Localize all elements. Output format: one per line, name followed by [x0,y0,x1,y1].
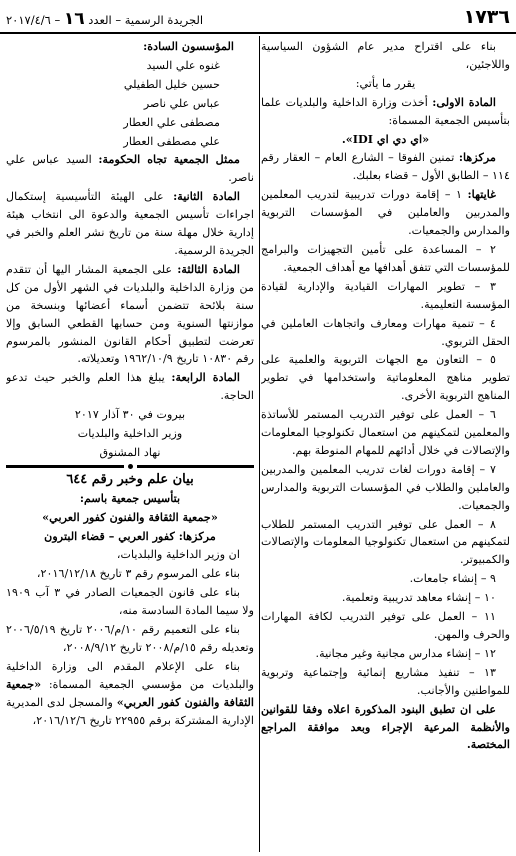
notice-association-name: «جمعية الثقافة والفنون كفور العربي» [42,509,218,524]
issue-number: ١٦ [63,9,85,29]
notice-subtitle: بتأسيس جمعية باسم: [79,490,181,505]
representative-label: ممثل الجمعية تجاه الحكومة: [98,152,240,167]
article-2-text: على الهيئة التأسيسية إستكمال اجراءات تأسيس الجمعية والدعوة الى انتخاب هيئة إدارية خلال مهلة سنة من تاريخ نشر العلم والخبر في الجريدة الرسمية. [6,190,254,257]
closing-clause: على ان تطبق البنود المذكورة اعلاه وفقا للقوانين والأنظمة المرعية الإجراء وبعد موافقة المراجع المختصة. [261,701,510,752]
signature-place-date: بيروت في ٣٠ آذار ٢٠١٧ [74,408,186,422]
notice-title: بيان علم وخبر رقم ٦٤٤ [66,471,194,487]
notice-basis-declaration [6,658,254,730]
goal-13: ١٣ – تنفيذ مشاريع إنمائية وإجتماعية وتربوية للمواطنين والأجانب. [261,665,510,697]
notice-headquarters: مركزها: كفور العربي – قضاء البترون [44,528,216,543]
notice-preamble: ان وزير الداخلية والبلديات، [116,548,240,562]
headquarters [261,149,510,185]
goal-1: ١ – إقامة دورات تدريبية لتدريب المعلمين والمدربين والعاملين في المؤسسات التربوية والمدارس والجمعيات. [261,188,510,238]
article-3 [6,261,254,368]
declaration-registration: والمسجل لدى المديرية الإدارية المشتركة برقم ٢٢٩٥٥ تاريخ ٢٠١٦/١٢/٦، [6,695,254,727]
headquarters-label: مركزها: [458,150,496,165]
founder: حسين خليل الطفيلي [123,77,220,91]
goals-label: غايتها: [467,187,496,202]
notice-basis-circular: بناء على التعميم رقم ١٠/م/٢٠٠٦ تاريخ ٢٠٠٦/٥/١٩ وتعديله رقم ١٥/م/٢٠٠٨ تاريخ ٢٠٠٨/٩/١٢، [6,623,254,654]
issue-date: – ٢٠١٧/٤/٦ [6,13,61,27]
article-1 [261,94,510,130]
goal-2: ٢ – المساعدة على تأمين التجهيزات والبرامج للمؤسسات التي تتفق أهدافها مع أهداف الجمعية. [261,242,510,274]
government-representative [6,151,254,187]
founders-list [6,57,254,151]
article-3-label: المادة الثالثة: [177,261,241,276]
article-2-label: المادة الثانية: [173,189,240,204]
article-4 [6,369,254,405]
section-divider [6,464,254,469]
notice-basis-decree: بناء على المرسوم رقم ٣ تاريخ ٢٠١٦/١٢/١٨، [36,567,240,581]
founders-title: المؤسسون السادة: [143,39,234,53]
founder: غنوه علي السيد [146,58,220,72]
association-name: «اي دي اي IDI». [341,131,430,146]
article-1-label: المادة الاولى: [432,94,496,109]
gazette-title [6,9,203,29]
goals [261,186,510,240]
representative-text: السيد عباس علي ناصر. [6,153,254,185]
notice-basis-law: بناء على قانون الجمعيات الصادر في ٣ آب ١٩٠٩ ولا سيما المادة السادسة منه، [6,586,254,618]
decides: يقرر ما يأتي: [355,76,416,90]
right-column [261,38,510,852]
article-3-text: على الجمعية المشار اليها أن تتقدم من وزارة الداخلية والبلديات في الشهر الأول من كل سنة بلائحة تتضمن أسماء أعضائها وبنسخة من موازنتها السنوية ومن حسابها القطعي السابق وإلا تعرضت لتطبيق أحكام القانون المنشور بالمرسوم رقم ١٠٨٣٠ تاريخ ١٩٦٢/١٠/٩ وتعديلاته. [6,262,254,366]
goal-9: ٩ – إنشاء جامعات. [409,572,496,586]
declaration-association-name: «جمعية الثقافة والفنون كفور العربي» [6,676,254,709]
headquarters-text: تمنين الفوقا – الشارع العام – العقار رقم ١١٤ – الطابق الأول – قضاء بعلبك. [261,151,510,183]
goal-8: ٨ – العمل على توفير التدريب المستمر للطلاب لتمكينهم من استعمال تكنولوجيا المعلومات والإتصالات والكمبيوتر. [261,517,510,567]
goal-4: ٤ – تنمية مهارات ومعارف واتجاهات العاملين في الحقل التربوي. [261,316,510,348]
founder: مصطفى علي العطار [123,115,220,129]
left-column [6,38,254,852]
article-4-label: المادة الرابعة: [171,370,240,385]
goal-12: ١٢ – إنشاء مدارس مجانية وغير مجانية. [315,646,496,660]
goal-11: ١١ – العمل على توفير التدريب لكافة المهارات والحرف والمهن. [261,610,510,641]
founder: علي مصطفى العطار [123,134,220,148]
page-header [0,0,516,34]
founder: عباس علي ناصر [143,96,220,110]
article-4-text: يبلغ هذا العلم والخبر حيث تدعو الحاجة. [6,371,254,403]
gazette-name: الجريدة الرسمية – العدد [88,13,204,27]
column-divider [259,36,260,852]
signature-title: وزير الداخلية والبلديات [77,427,183,441]
declaration-text: بناء على الإعلام المقدم الى وزارة الداخلية والبلديات من مؤسسي الجمعية المسماة: [6,659,254,691]
article-1-text: أخذت وزارة الداخلية والبلديات علما بتأسيس الجمعية المسماة: [261,95,510,127]
preamble: بناء على اقتراح مدير عام الشؤون السياسية واللاجئين، [261,40,510,71]
article-2 [6,188,254,260]
signature-name: نهاد المشنوق [99,445,161,459]
goal-7: ٧ – إقامة دورات لغات تدريب المعلمين والمدربين والعاملين والطلاب في المؤسسات التربوية والمدارس والجمعيات. [261,462,510,512]
goal-3: ٣ – تطوير المهارات القيادية والإدارية لقيادة المؤسسة التعليمية. [261,279,510,311]
goal-10: ١٠ – إنشاء معاهد تدريبية وتعلمية. [341,591,496,605]
goal-6: ٦ – العمل على توفير التدريب المستمر للأساتذة والمعلمين لتمكينهم من استعمال تكنولوجيا المعلومات والإتصالات في خلال أدائهم للمهام المنوطة بهم. [261,408,510,457]
goal-5: ٥ – التعاون مع الجهات التربوية والعلمية على تطوير مناهج المعلوماتية واستخدامها في تطوير المناهج التربوية الأخرى. [261,353,510,403]
page-number: ١٧٣٦ [463,6,510,28]
